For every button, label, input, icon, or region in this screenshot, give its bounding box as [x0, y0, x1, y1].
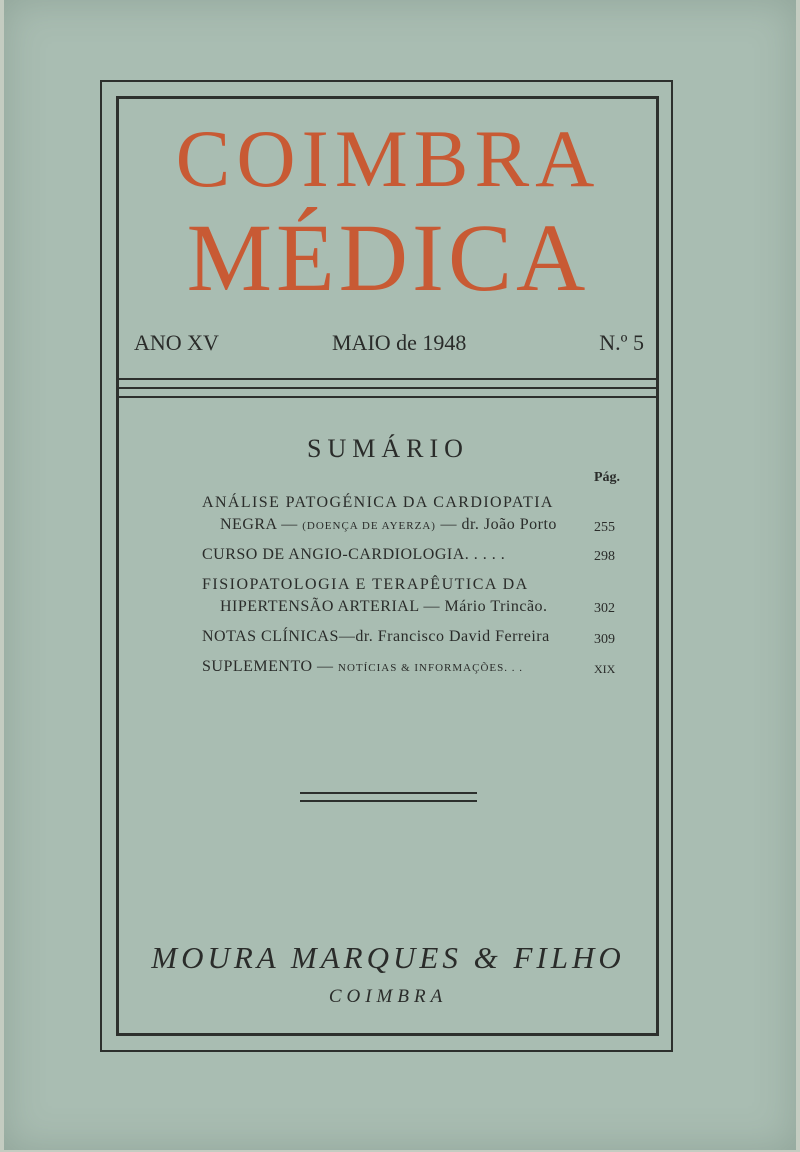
- cover-page: [4, 0, 796, 1150]
- toc-entry-title: SUPLEMENTO — NOTÍCIAS & INFORMAÇÕES. . .: [202, 658, 523, 675]
- toc-page-number: 302: [594, 601, 615, 616]
- divider-rule: [118, 387, 658, 389]
- toc-entry-title: FISIOPATOLOGIA E TERAPÊUTICA DA: [202, 576, 529, 593]
- toc-entry-title: CURSO DE ANGIO-CARDIOLOGIA. . . . .: [202, 546, 506, 563]
- toc-page-number: 309: [594, 632, 615, 647]
- toc-entry-subtitle: HIPERTENSÃO ARTERIAL — Mário Trincão.: [220, 598, 548, 615]
- divider-rule: [118, 378, 658, 380]
- toc-entry-subtitle: NEGRA — (DOENÇA DE AYERZA) — dr. João Porto: [220, 516, 557, 533]
- publisher-city: COIMBRA: [328, 986, 448, 1007]
- masthead-line-2: MÉDICA: [186, 204, 590, 311]
- toc-entry-title: ANÁLISE PATOGÉNICA DA CARDIOPATIA: [202, 494, 554, 511]
- issue-info-row: [134, 330, 644, 360]
- issue-date: MAIO de 1948: [332, 330, 467, 355]
- contents-heading: SUMÁRIO: [307, 434, 469, 463]
- toc-page-number: 255: [594, 520, 615, 535]
- ornament-rule: [300, 792, 477, 794]
- publisher-name: MOURA MARQUES & FILHO: [151, 940, 625, 975]
- issue-year: ANO XV: [134, 330, 219, 355]
- toc-page-number: 298: [594, 549, 615, 564]
- issue-number: N.º 5: [599, 330, 644, 355]
- toc-entry-title: NOTAS CLÍNICAS—dr. Francisco David Ferreira: [202, 628, 550, 645]
- toc-page-number: XIX: [594, 662, 616, 676]
- ornament-rule: [300, 800, 477, 802]
- page-column-header: Pág.: [594, 470, 621, 485]
- divider-rule: [118, 396, 658, 398]
- masthead-line-1: COIMBRA: [175, 113, 601, 204]
